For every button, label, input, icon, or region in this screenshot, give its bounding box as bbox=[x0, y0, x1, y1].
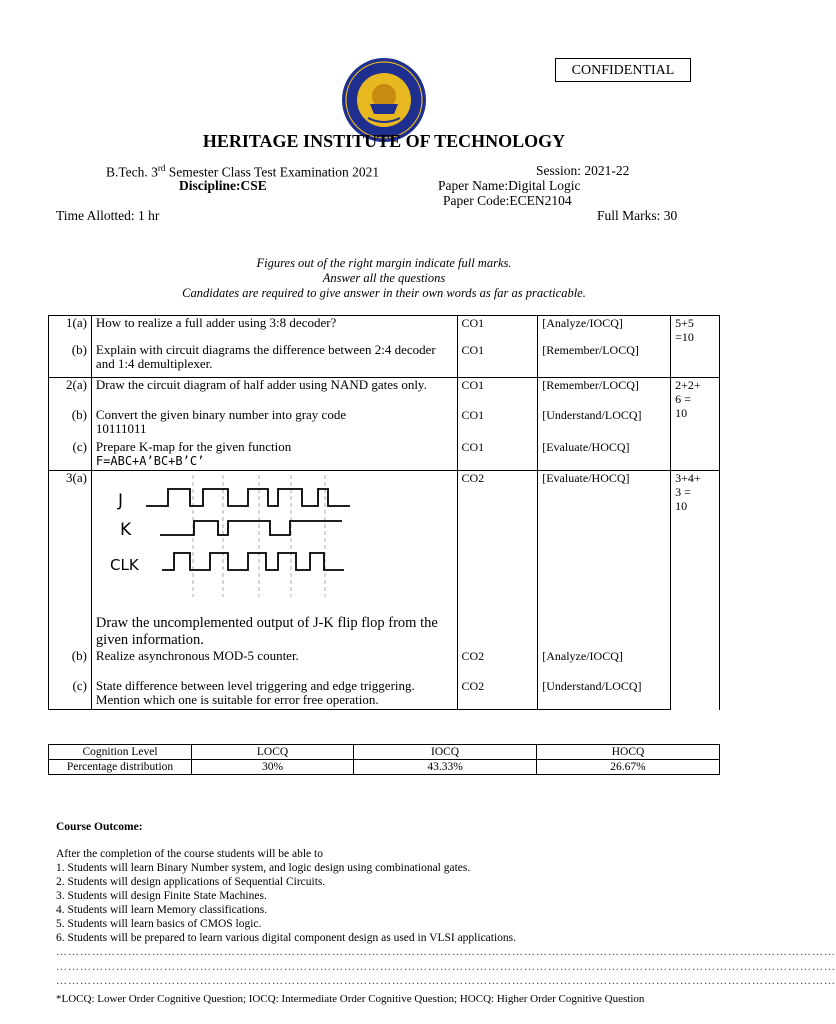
question-row: 2(a) Draw the circuit diagram of half adder using NAND gates only. CO1 [Remember/LOCQ] 2+2+ 6 = 10 bbox=[49, 378, 720, 409]
question-row: (b) Explain with circuit diagrams the difference between 2:4 decoder and 1:4 demultiplexer. CO1 [Remember/LOCQ] bbox=[49, 343, 720, 378]
paper-code: Paper Code:ECEN2104 bbox=[443, 193, 572, 208]
paper-name: Paper Name:Digital Logic bbox=[438, 178, 581, 193]
cognition-table bbox=[48, 744, 720, 775]
marks-q1: 5+5 =10 bbox=[671, 316, 720, 378]
full-marks: Full Marks: 30 bbox=[597, 208, 678, 223]
waveform-label-clk: CLK bbox=[109, 556, 139, 574]
course-outcome-item: 2. Students will design applications of Sequential Circuits. bbox=[56, 876, 326, 888]
course-outcome-item: 4. Students will learn Memory classifications. bbox=[56, 904, 268, 916]
question-3a-text: Draw the uncomplemented output of J-K flip flop from the given information. bbox=[95, 615, 438, 648]
waveform-label-j: J bbox=[117, 491, 123, 511]
discipline: Discipline:CSE bbox=[179, 178, 267, 193]
instruction-line: Answer all the questions bbox=[322, 271, 446, 285]
course-outcome-item: 1. Students will learn Binary Number system, and logic design using combinational gates. bbox=[56, 862, 471, 874]
question-row: 1(a) How to realize a full adder using 3:8 decoder? CO1 [Analyze/IOCQ] 5+5 =10 bbox=[49, 316, 720, 344]
question-row: (c) Prepare K-map for the given function F=ABC+A’BC+B’C’ CO1 [Evaluate/HOCQ] bbox=[49, 440, 720, 471]
course-outcome-item: 3. Students will design Finite State Machines. bbox=[56, 890, 267, 902]
waveform-label-k: K bbox=[119, 520, 132, 540]
dotted-line: …………………………………………………………………………………………………………………………………………………………………………… bbox=[56, 946, 836, 958]
cognition-value-row: Percentage distribution 30% 43.33% 26.67% bbox=[49, 760, 720, 775]
question-row: (b) Realize asynchronous MOD-5 counter. CO2 [Analyze/IOCQ] bbox=[49, 649, 720, 679]
exam-title: B.Tech. 3rd Semester Class Test Examination 2021 bbox=[106, 163, 380, 180]
dotted-line: …………………………………………………………………………………………………………………………………………………………………………… bbox=[56, 961, 836, 973]
marks-q2: 2+2+ 6 = 10 bbox=[671, 378, 720, 471]
cognition-header-row: Cognition Level LOCQ IOCQ HOCQ bbox=[49, 745, 720, 760]
dotted-line: …………………………………………………………………………………………………………………………………………………………………………… bbox=[56, 975, 836, 987]
question-table bbox=[48, 315, 720, 710]
course-outcome-title: Course Outcome: bbox=[56, 821, 143, 833]
instruction-line: Candidates are required to give answer in their own words as far as practicable. bbox=[182, 286, 586, 300]
course-outcome-intro: After the completion of the course students will be able to bbox=[56, 848, 323, 860]
time-allotted: Time Allotted: 1 hr bbox=[56, 208, 160, 223]
marks-q3: 3+4+ 3 = 10 bbox=[671, 471, 720, 710]
confidential-label: CONFIDENTIAL bbox=[555, 58, 691, 82]
question-row: (b) Convert the given binary number into gray code 10111011 CO1 [Understand/LOCQ] bbox=[49, 408, 720, 440]
institute-title: HERITAGE INSTITUTE OF TECHNOLOGY bbox=[202, 131, 566, 151]
question-row: 3(a) J K CLK Draw the uncomplemented output of J-K flip flop from the given information. CO2 [Evaluate/HOCQ] 3+4+ 3 = 10 bbox=[49, 471, 720, 650]
session: Session: 2021-22 bbox=[536, 163, 630, 178]
instruction-line: Figures out of the right margin indicate full marks. bbox=[256, 256, 512, 270]
boolean-function: F=ABC+A’BC+B’C’ bbox=[95, 454, 205, 468]
question-row: (c) State difference between level triggering and edge triggering. Mention which one is suitable for error free operation. CO2 [Understand/LOCQ] bbox=[49, 679, 720, 710]
course-outcome-item: 5. Students will learn basics of CMOS logic. bbox=[56, 918, 262, 930]
binary-number: 10111011 bbox=[95, 421, 147, 436]
jk-waveform-diagram bbox=[110, 475, 380, 599]
course-outcome-item: 6. Students will be prepared to learn various digital component design as used in VLSI applications. bbox=[56, 932, 517, 944]
footnote: *LOCQ: Lower Order Cognitive Question; IOCQ: Intermediate Order Cognitive Question; HOCQ: Higher Order Cognitive Question bbox=[56, 993, 645, 1005]
